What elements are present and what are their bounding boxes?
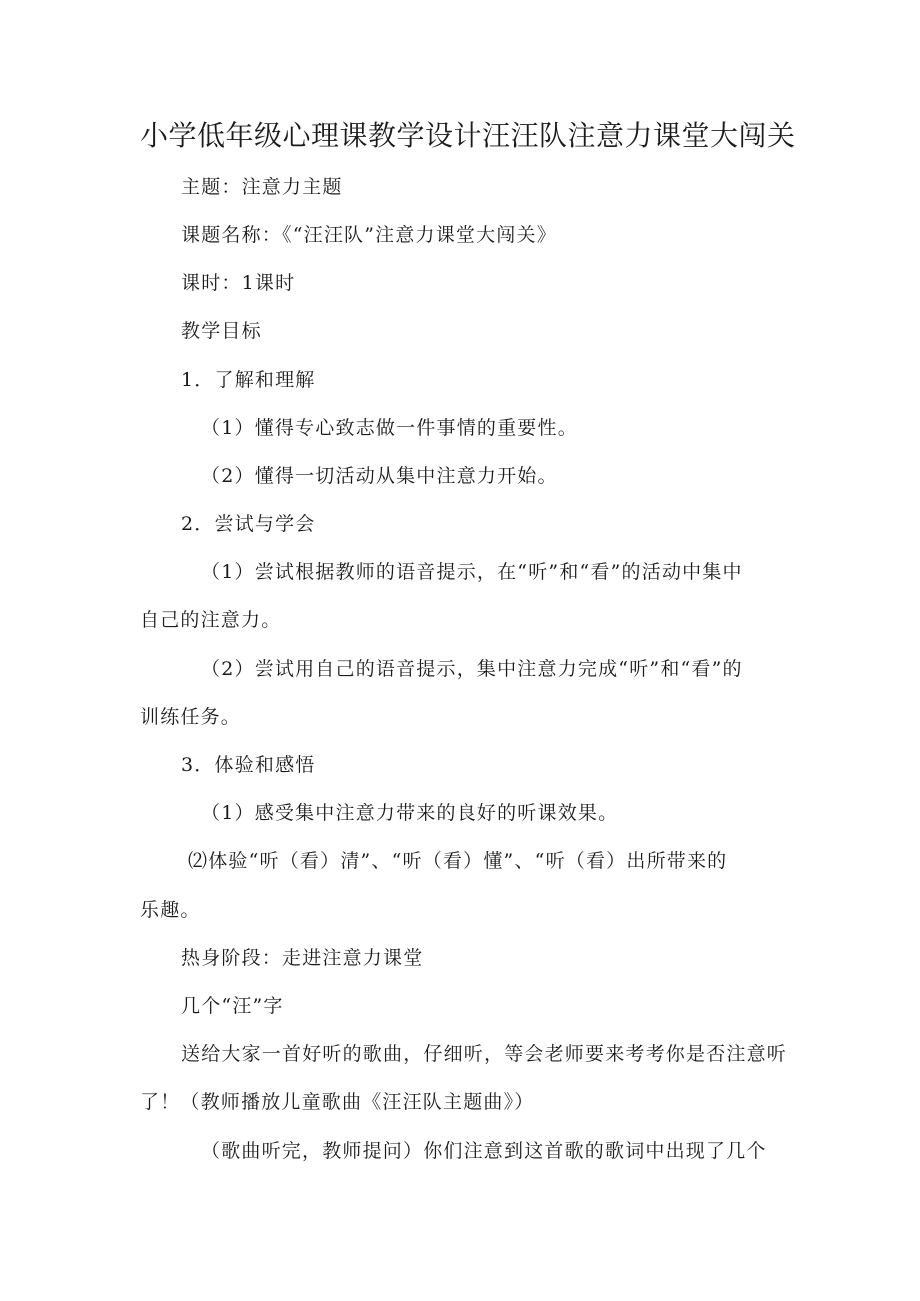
topic-line: 主题：注意力主题 [181,176,343,198]
goal-1-item-1: （1）懂得专心致志做一件事情的重要性。 [201,417,578,439]
goal-2-item-2-cont: 训练任务。 [140,706,242,728]
goal-1-heading: 1．了解和理解 [181,369,316,391]
teaching-goals-heading: 教学目标 [181,320,262,342]
activity-paragraph-1: 送给大家一首好听的歌曲，仔细听，等会老师要来考考你是否注意听 [181,1043,788,1065]
goal-1-item-2: （2）懂得一切活动从集中注意力开始。 [201,465,558,487]
goal-3-heading: 3．体验和感悟 [181,754,316,776]
warmup-heading: 热身阶段：走进注意力课堂 [181,947,424,969]
goal-2-heading: 2．尝试与学会 [181,513,316,535]
lesson-name-line: 课题名称：《“汪汪队”注意力课堂大闯关》 [181,224,557,246]
goal-3-item-1: （1）感受集中注意力带来的良好的听课效果。 [201,802,619,824]
document-title: 小学低年级心理课教学设计汪汪队注意力课堂大闯关 [140,119,796,152]
activity-title: 几个“汪”字 [181,995,284,1017]
goal-3-item-2-cont: 乐趣。 [140,899,201,921]
class-hours-line: 课时：1课时 [181,272,296,294]
goal-3-item-2: ⑵体验“听（看）清”、“听（看）懂”、“听（看）出所带来的 [188,850,728,872]
activity-paragraph-1-cont: 了！（教师播放儿童歌曲《汪汪队主题曲》） [140,1091,535,1113]
goal-2-item-2: （2）尝试用自己的语音提示，集中注意力完成“听”和“看”的 [201,658,743,680]
activity-paragraph-2: （歌曲听完，教师提问）你们注意到这首歌的歌词中出现了几个 [201,1140,767,1162]
goal-2-item-1-cont: 自己的注意力。 [140,609,282,631]
goal-2-item-1: （1）尝试根据教师的语音提示，在“听”和“看”的活动中集中 [201,561,743,583]
